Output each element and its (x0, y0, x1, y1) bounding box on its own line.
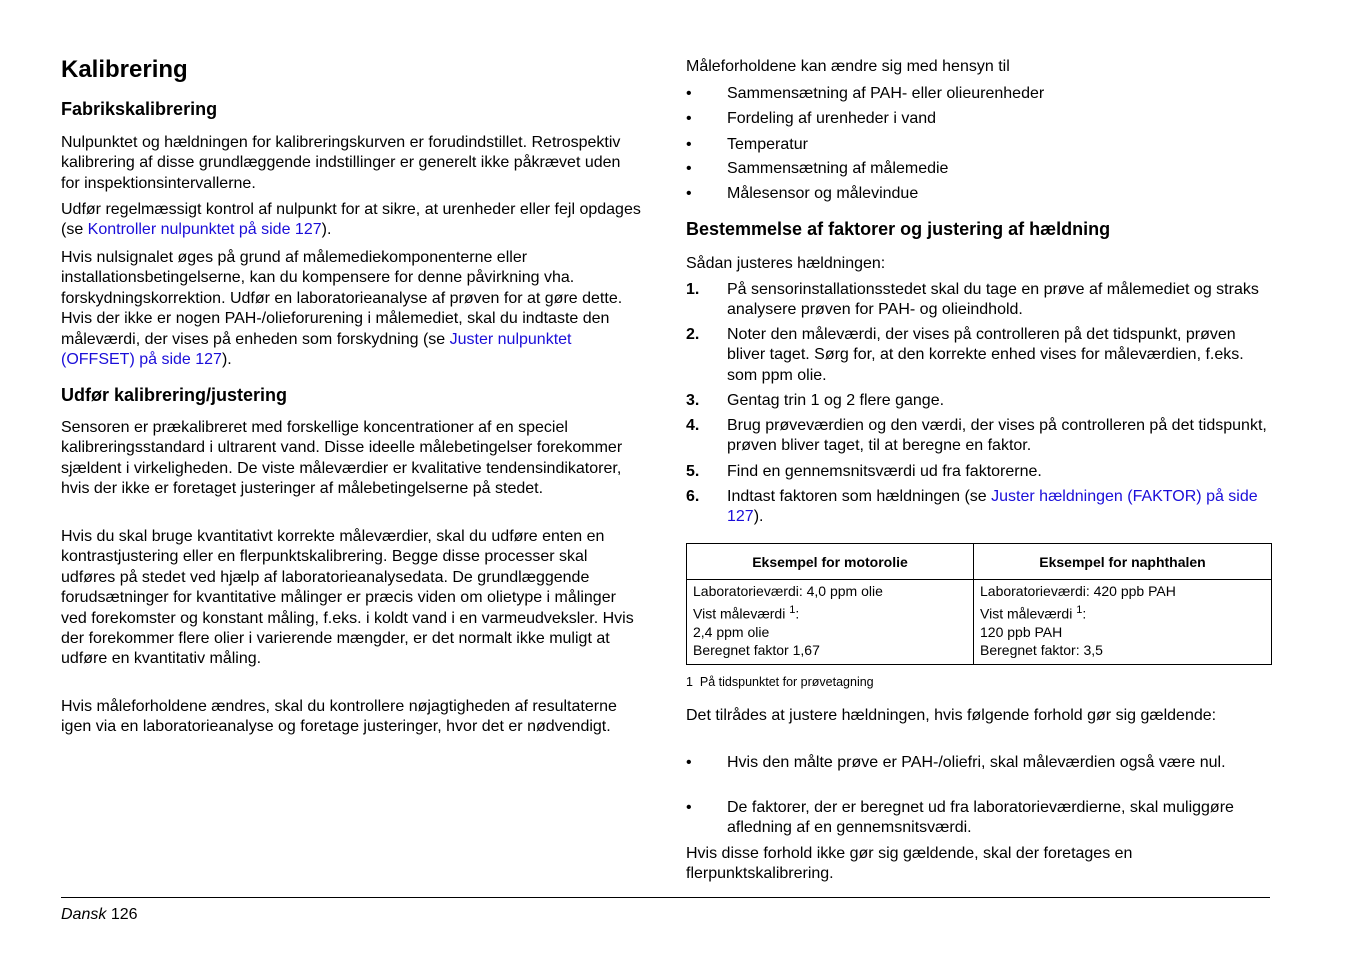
paragraph: Hvis du skal bruge kvantitativt korrekte måleværdier, skal du udføre enten en kontrastjustering eller en flerpunktskalibrering. Begge disse processer skal udføres på stedet ved hjælp af laboratorieanalysedata. De grundlæggende forudsætninger for kvantitative målinger er præcis viden om olietype i målinger ved forekomster og konstant måling, f.eks. i koldt vand i en varmeudveksler. Hvis der forekommer flere olier i varierende mængder, er det normalt ikke muligt at udføre en kvantitativ måling. (61, 528, 634, 668)
footer-divider (61, 897, 1270, 898)
paragraph: Hvis disse forhold ikke gør sig gældende, skal der foretages en flerpunktskalibrering. (686, 845, 1133, 883)
bullet-icon: • (686, 85, 692, 102)
table-cell: Laboratorieværdi: 420 ppb PAH Vist måleværdi $^1$: 120 ppb PAH Beregnet faktor: 3,5 (974, 580, 1272, 665)
link-adjust-slope[interactable]: Juster hældningen (FAKTOR) på side 127 (727, 488, 1258, 526)
bullet-icon: • (686, 754, 692, 771)
link-adjust-zero-point[interactable]: Juster nulpunktet (OFFSET) på side 127 (61, 330, 572, 369)
paragraph: Nulpunktet og hældningen for kalibreringskurven er forudindstillet. Retrospektiv kalibrering af disse grundlæggende indstillinger er generelt ikke påkrævet uden for inspektionsintervallerne. (61, 134, 621, 192)
footnote: 1 På tidspunktet for prøvetagning (686, 675, 874, 689)
link-check-zero-point[interactable]: Kontroller nulpunktet på side 127 (87, 221, 322, 239)
example-table (686, 543, 1272, 665)
page-footer: Dansk 126 (61, 906, 138, 923)
section-heading-factory-calibration: Fabrikskalibrering (61, 99, 218, 119)
bullet-icon: • (686, 110, 692, 127)
table-header: Eksempel for naphthalen (974, 544, 1272, 580)
paragraph: Det tilrådes at justere hældningen, hvis følgende forhold gør sig gældende: (686, 707, 1217, 724)
paragraph: Udfør regelmæssigt kontrol af nulpunkt for at sikre, at urenheder eller fejl opdages (se Kontroller nulpunktet på side 127). (61, 201, 641, 239)
steps-intro: Sådan justeres hældningen: (686, 255, 886, 272)
section-heading-factors-slope: Bestemmelse af faktorer og justering af hældning (686, 219, 1111, 239)
paragraph: Hvis nulsignalet øges på grund af målemediekomponenterne eller installationsbetingelserne, kan du kompensere for denne påvirkning vha. forskydningskorrektion. Udfør en laboratorieanalyse af prøven for at gøre dette. Hvis der ikke er nogen PAH-/olieforurening i målemediet, skal du indtaste den måleværdi, der vises på enheden som forskydning (se Juster nulpunktet (OFFSET) på side 127). (61, 249, 623, 369)
bullet-icon: • (686, 160, 692, 177)
bullet-icon: • (686, 136, 692, 153)
intro-text: Måleforholdene kan ændre sig med hensyn til (686, 58, 1010, 75)
bullet-icon: • (686, 185, 692, 202)
page-title: Kalibrering (61, 56, 188, 83)
paragraph: Hvis måleforholdene ændres, skal du kontrollere nøjagtigheden af resultaterne igen via en laboratorieanalyse og foretage justeringer, hvor det er nødvendigt. (61, 698, 617, 736)
paragraph: Sensoren er prækalibreret med forskellige koncentrationer af en speciel kalibreringsstandard i ultrarent vand. Disse ideelle målebetingelser forekommer sjældent i virkeligheden. De viste måleværdier er kvalitative tendensindikatorer, hvis der ikke er foretaget justeringer af målebetingelserne på stedet. (61, 419, 623, 498)
bullet-icon: • (686, 799, 692, 816)
table-header: Eksempel for motorolie (687, 544, 974, 580)
section-heading-calibration-adjustment: Udfør kalibrering/justering (61, 385, 288, 405)
table-cell: Laboratorieværdi: 4,0 ppm olie Vist måleværdi $^1$: 2,4 ppm olie Beregnet faktor 1,67 (687, 580, 974, 665)
